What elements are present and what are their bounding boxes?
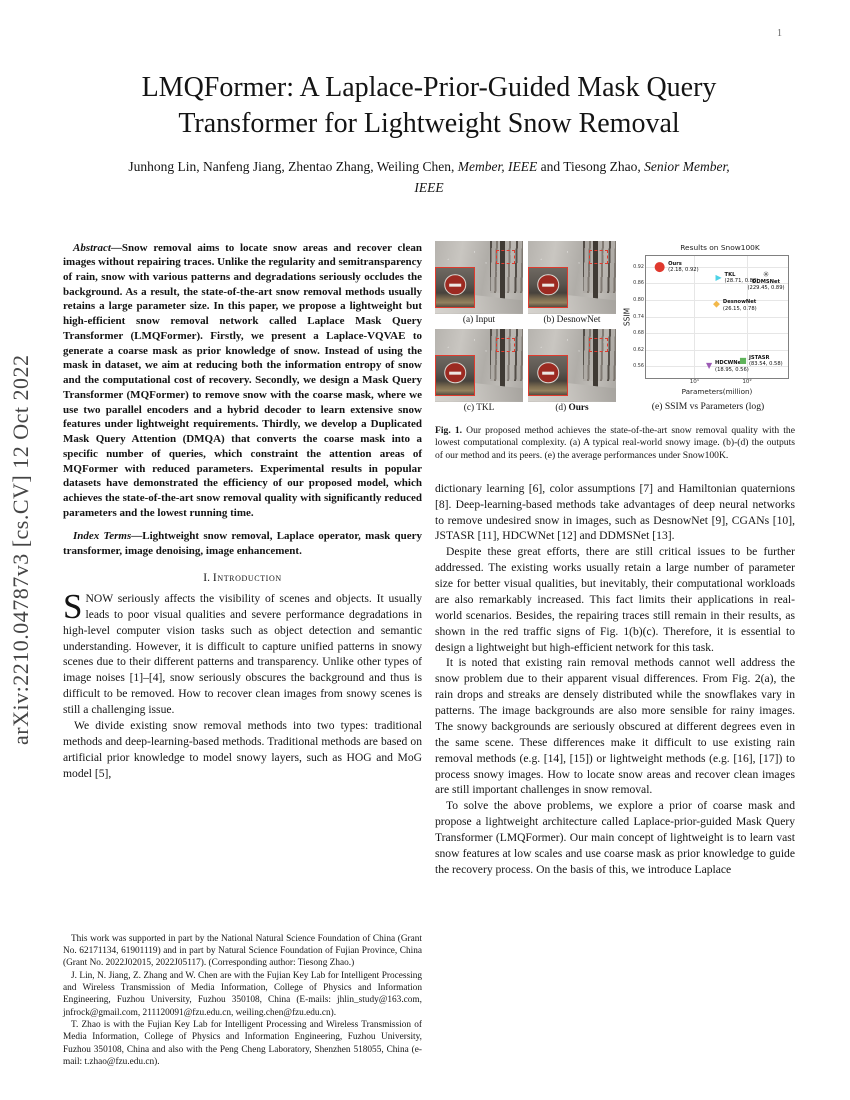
sign-bar — [542, 283, 554, 286]
zoom-inset-box — [435, 355, 475, 397]
figure-1 — [435, 241, 795, 463]
y-axis-label: SSIM — [622, 307, 632, 326]
trees-silhouette — [583, 241, 616, 294]
figure-image-ours — [528, 329, 616, 416]
data-point-label-hdcwnet: HDCWNet (18.95, 0.56) — [715, 360, 749, 373]
author-names: Junhong Lin, Nanfeng Jiang, Zhentao Zhang, Weiling Chen, — [128, 158, 458, 174]
figure-caption — [435, 425, 795, 463]
chart-plot — [633, 255, 789, 385]
x-tick-label: 10¹ — [689, 378, 700, 385]
data-point-ours-circle-icon: ● — [653, 259, 666, 275]
drop-cap: S — [63, 586, 83, 626]
highlight-dashed-box — [496, 250, 515, 264]
no-entry-sign-icon — [537, 362, 559, 384]
highlight-dashed-box — [496, 338, 515, 352]
chart-title: Results on Snow100K — [680, 242, 760, 252]
intro-paragraph-1-text: NOW seriously affects the visibility of scenes and objects. It usually leads to poor visual qualities and severe performance degradations in high-level computer vision tasks such as object detection and semantic understanding. However, it is difficult to capture unified patterns in snowy scenes due to their different patterns and transparency. Unlike other types of image noises [1]–[4], snow seriously obscures the background and thus is difficult to be removed. How to recover clean images from snowy scenes is still a challenging issue. — [63, 591, 422, 717]
y-tick-label: 0.92 — [633, 263, 644, 270]
footnotes-block — [63, 933, 422, 1069]
y-gridline — [646, 350, 788, 351]
y-gridline — [646, 317, 788, 318]
no-entry-sign-icon — [444, 274, 466, 296]
y-gridline — [646, 333, 788, 334]
author-affiliation-2: Senior Member, IEEE — [414, 158, 730, 195]
index-terms-paragraph — [63, 529, 422, 558]
body-paragraph-4: To solve the above problems, we explore a prior of coarse mask and propose a lightweight architecture called Laplace-prior-guided Mask Query Transformer (LMQFormer). Our main concept of lightweight is to learn vast snow features at low scales and use coarse mask as prior knowledge to guide the recovery process. On the basis of this, we introduce Laplace — [435, 799, 795, 876]
left-column — [63, 241, 422, 1069]
abstract-paragraph — [63, 241, 422, 521]
snowy-scene-image — [528, 241, 616, 314]
highlight-dashed-box — [589, 250, 608, 264]
data-point-label-jstasr: JSTASR (83.54, 0.58) — [748, 354, 783, 368]
x-gridline — [694, 256, 695, 378]
no-entry-sign-icon — [444, 362, 466, 384]
chart-plot-wrap — [622, 255, 789, 385]
data-point-label-desnownet: DesnowNet (26.15, 0.78) — [722, 299, 757, 312]
sign-bar — [449, 283, 461, 286]
page-number: 1 — [777, 28, 782, 39]
footnote-authors-2: T. Zhao is with the Fujian Key Lab for Intelligent Processing and Wireless Transmission of Media Information, College of Physics and Information Engineering, Fuzhou University, Fuzhou 350108, China and also with the Peng Cheng Laboratory, Shenzhen 518055, China (e-mail: t.zhao@fzu.edu.cn). — [63, 1020, 422, 1068]
section-title: Introduction — [212, 571, 282, 584]
x-axis-label: Parameters(million) — [681, 386, 753, 396]
chart-caption: (e) SSIM vs Parameters (log) — [651, 400, 765, 412]
intro-paragraph-1 — [63, 586, 422, 718]
trees-silhouette — [583, 329, 616, 382]
footnote-authors-1: J. Lin, N. Jiang, Z. Zhang and W. Chen are with the Fujian Key Lab for Intelligent Processing and Wireless Transmission of Media Information, College of Physics and Information Engineering, Fuzhou University, Fuzhou 350108, China (E-mails: jhlin_study@163.com, jnfrock@gmail.com, 211120091@fzu.edu.cn, weiling.chen@fzu.edu.cn). — [63, 970, 422, 1018]
sign-bar — [449, 371, 461, 374]
paper-title: LMQFormer: A Laplace-Prior-Guided Mask Query Transformer for Lightweight Snow Removal — [141, 72, 717, 139]
y-tick-label: 0.86 — [633, 280, 644, 287]
image-caption-c: (c) TKL — [463, 402, 495, 413]
no-entry-sign-icon — [537, 274, 559, 296]
abstract-text: —Snow removal aims to locate snow areas and recover clean images without repairing traces. Unlike the regularity and semitransparency of rain, snow with various patterns and degradations seriously occludes the background. As a result, the state-of-the-art snow removal methods usually retains a large parameter size. In this paper, we propose a lightweight but high-efficient snow removal network called Laplace Mask Query Transformer (LMQFormer). Firstly, we present a Laplace-VQVAE to generate a coarse mask as prior knowledge of snow. Instead of using the mask in dataset, we aim at reducing both the information entropy of snow and the computational cost of recovery. Secondly, we design a Mask Query Transformer (MQFormer) to remove snow with the coarse mask, where we use two parallel encoders and a hybrid decoder to learn extensive snow features under lightweight requirements. Thirdly, we develop a Duplicated Mask Query Attention (DMQA) that converts the coarse mask into a specific number of queries, which constraint the attention areas of MQFormer with reduced parameters. Experimental results in popular datasets have demonstrated the efficiency of our proposed model, which achieves the state-of-the-art snow removal quality with significantly reduced parameters and the lowest running time. — [63, 241, 423, 519]
intro-paragraph-2: We divide existing snow removal methods into two types: traditional methods and deep-learning-based methods. Traditional methods are based on artificial prior knowledge to model snowy layers, such as HOG and MoG model [5], — [63, 718, 422, 780]
data-point-label-tkl: TKL (28.71, 0.88) — [724, 271, 759, 284]
snowy-scene-image — [435, 329, 523, 402]
two-column-body — [63, 241, 795, 1069]
figure-caption-text: Our proposed method achieves the state-of-the-art snow removal quality with the lowest computational complexity. (a) A typical real-world snowy image. (b)-(d) the outputs of our method and its peers. (e) the average performances under Snow100K. — [435, 424, 795, 461]
y-tick-label: 0.56 — [633, 363, 644, 370]
data-point-hdcwnet-triangle-down-icon: ▼ — [705, 361, 713, 371]
data-point-desnownet-diamond-icon: ◆ — [712, 299, 720, 310]
highlight-dashed-box — [589, 338, 608, 352]
footnote-funding: This work was supported in part by the National Natural Science Foundation of China (Grant No. 62171134, 61901119) and in part by Natural Science Foundation of Fujian Province, China (Grant No. 2022J02015, 2022J05117). (Corresponding author: Tiesong Zhao.) — [63, 933, 422, 969]
arxiv-sidebar-label: arXiv:2210.04787v3 [cs.CV] 12 Oct 2022 — [8, 354, 33, 746]
trees-silhouette — [490, 329, 523, 382]
figure-caption-label: Fig. 1. — [435, 424, 463, 436]
figure-image-grid — [435, 241, 616, 416]
data-point-tkl-triangle-right-icon: ▶ — [715, 272, 722, 282]
y-tick-label: 0.80 — [633, 296, 644, 303]
body-paragraph-3: It is noted that existing rain removal methods cannot well address the snow problem due to their apparent visual differences. From Fig. 2(a), the rain drops and streaks are densely distributed while the snowflakes vary in patterns. The image backgrounds are also more sensible for rainy images. The snowy backgrounds are seriously obscured at different degrees even in the same scene. These differences make it difficult to use existing rain removal methods (e.g. [14], [15]) or lightweight methods (e.g. [16], [17]) to process snowy images. How to locate snow areas and recover clean images are still important challenges in snow removal. — [435, 656, 795, 797]
trees-silhouette — [490, 241, 523, 294]
figure-image-input — [435, 241, 523, 328]
data-point-label-ours: Ours (2.18, 0.92) — [668, 260, 699, 273]
snowy-scene-image — [528, 329, 616, 402]
sign-bar — [542, 371, 554, 374]
data-point-jstasr-square-icon: ■ — [739, 355, 747, 365]
body-paragraph-1: dictionary learning [6], color assumptions [7] and Hamiltonian quaternions [8]. Deep-learning-based methods take advantages of deep neural networks to remove undesired snow in images, such as DesnowNet [9], CGANs [10], JSTASR [11], HDCWNet [12] and DDMSNet [13]. — [435, 481, 795, 543]
zoom-inset-box — [528, 355, 568, 397]
y-tick-label: 0.74 — [633, 313, 644, 320]
figure-image-tkl — [435, 329, 523, 416]
author-names-2: and Tiesong Zhao, — [537, 158, 645, 174]
right-column — [435, 241, 795, 1069]
data-point-label-ddmsnet: DDMSNet (229.45, 0.89) — [747, 278, 785, 292]
snowy-scene-image — [435, 241, 523, 314]
index-terms-text: —Lightweight snow removal, Laplace operator, mask query transformer, image denoising, image enhancement. — [63, 530, 422, 558]
author-affiliation-1: Member, IEEE — [457, 158, 538, 174]
author-line — [117, 157, 742, 199]
section-heading-introduction — [63, 572, 422, 584]
image-caption-a: (a) Input — [462, 314, 496, 325]
y-tick-label: 0.68 — [633, 330, 644, 337]
image-caption-d: (d) Ours — [555, 402, 589, 413]
body-paragraph-2: Despite these great efforts, there are still critical issues to be further addressed. The existing works usually retain a large number of parameter size for better visual qualities, but inevitably, their computational workloads are also remarkably increased. This fact limits their applications in real-world scenarios. Besides, the repairing traces still remain in their results, as shown in the red traffic signs of Fig. 1(b)(c). Therefore, it is essential to design a lightweight but high-efficient network for this task. — [435, 545, 795, 654]
paper-content — [63, 70, 795, 1069]
figure-image-desnownet — [528, 241, 616, 328]
x-tick-label: 10² — [742, 378, 752, 385]
image-caption-b: (b) DesnowNet — [543, 314, 601, 325]
section-number: I. — [203, 571, 211, 584]
abstract-label: Abstract — [73, 241, 111, 254]
zoom-inset-box — [435, 267, 475, 309]
index-terms-label: Index Terms — [73, 530, 132, 543]
y-tick-label: 0.62 — [633, 346, 644, 353]
ssim-parameters-chart — [621, 241, 795, 412]
data-point-ddmsnet-star-icon: ✳ — [762, 269, 770, 279]
zoom-inset-box — [528, 267, 568, 309]
